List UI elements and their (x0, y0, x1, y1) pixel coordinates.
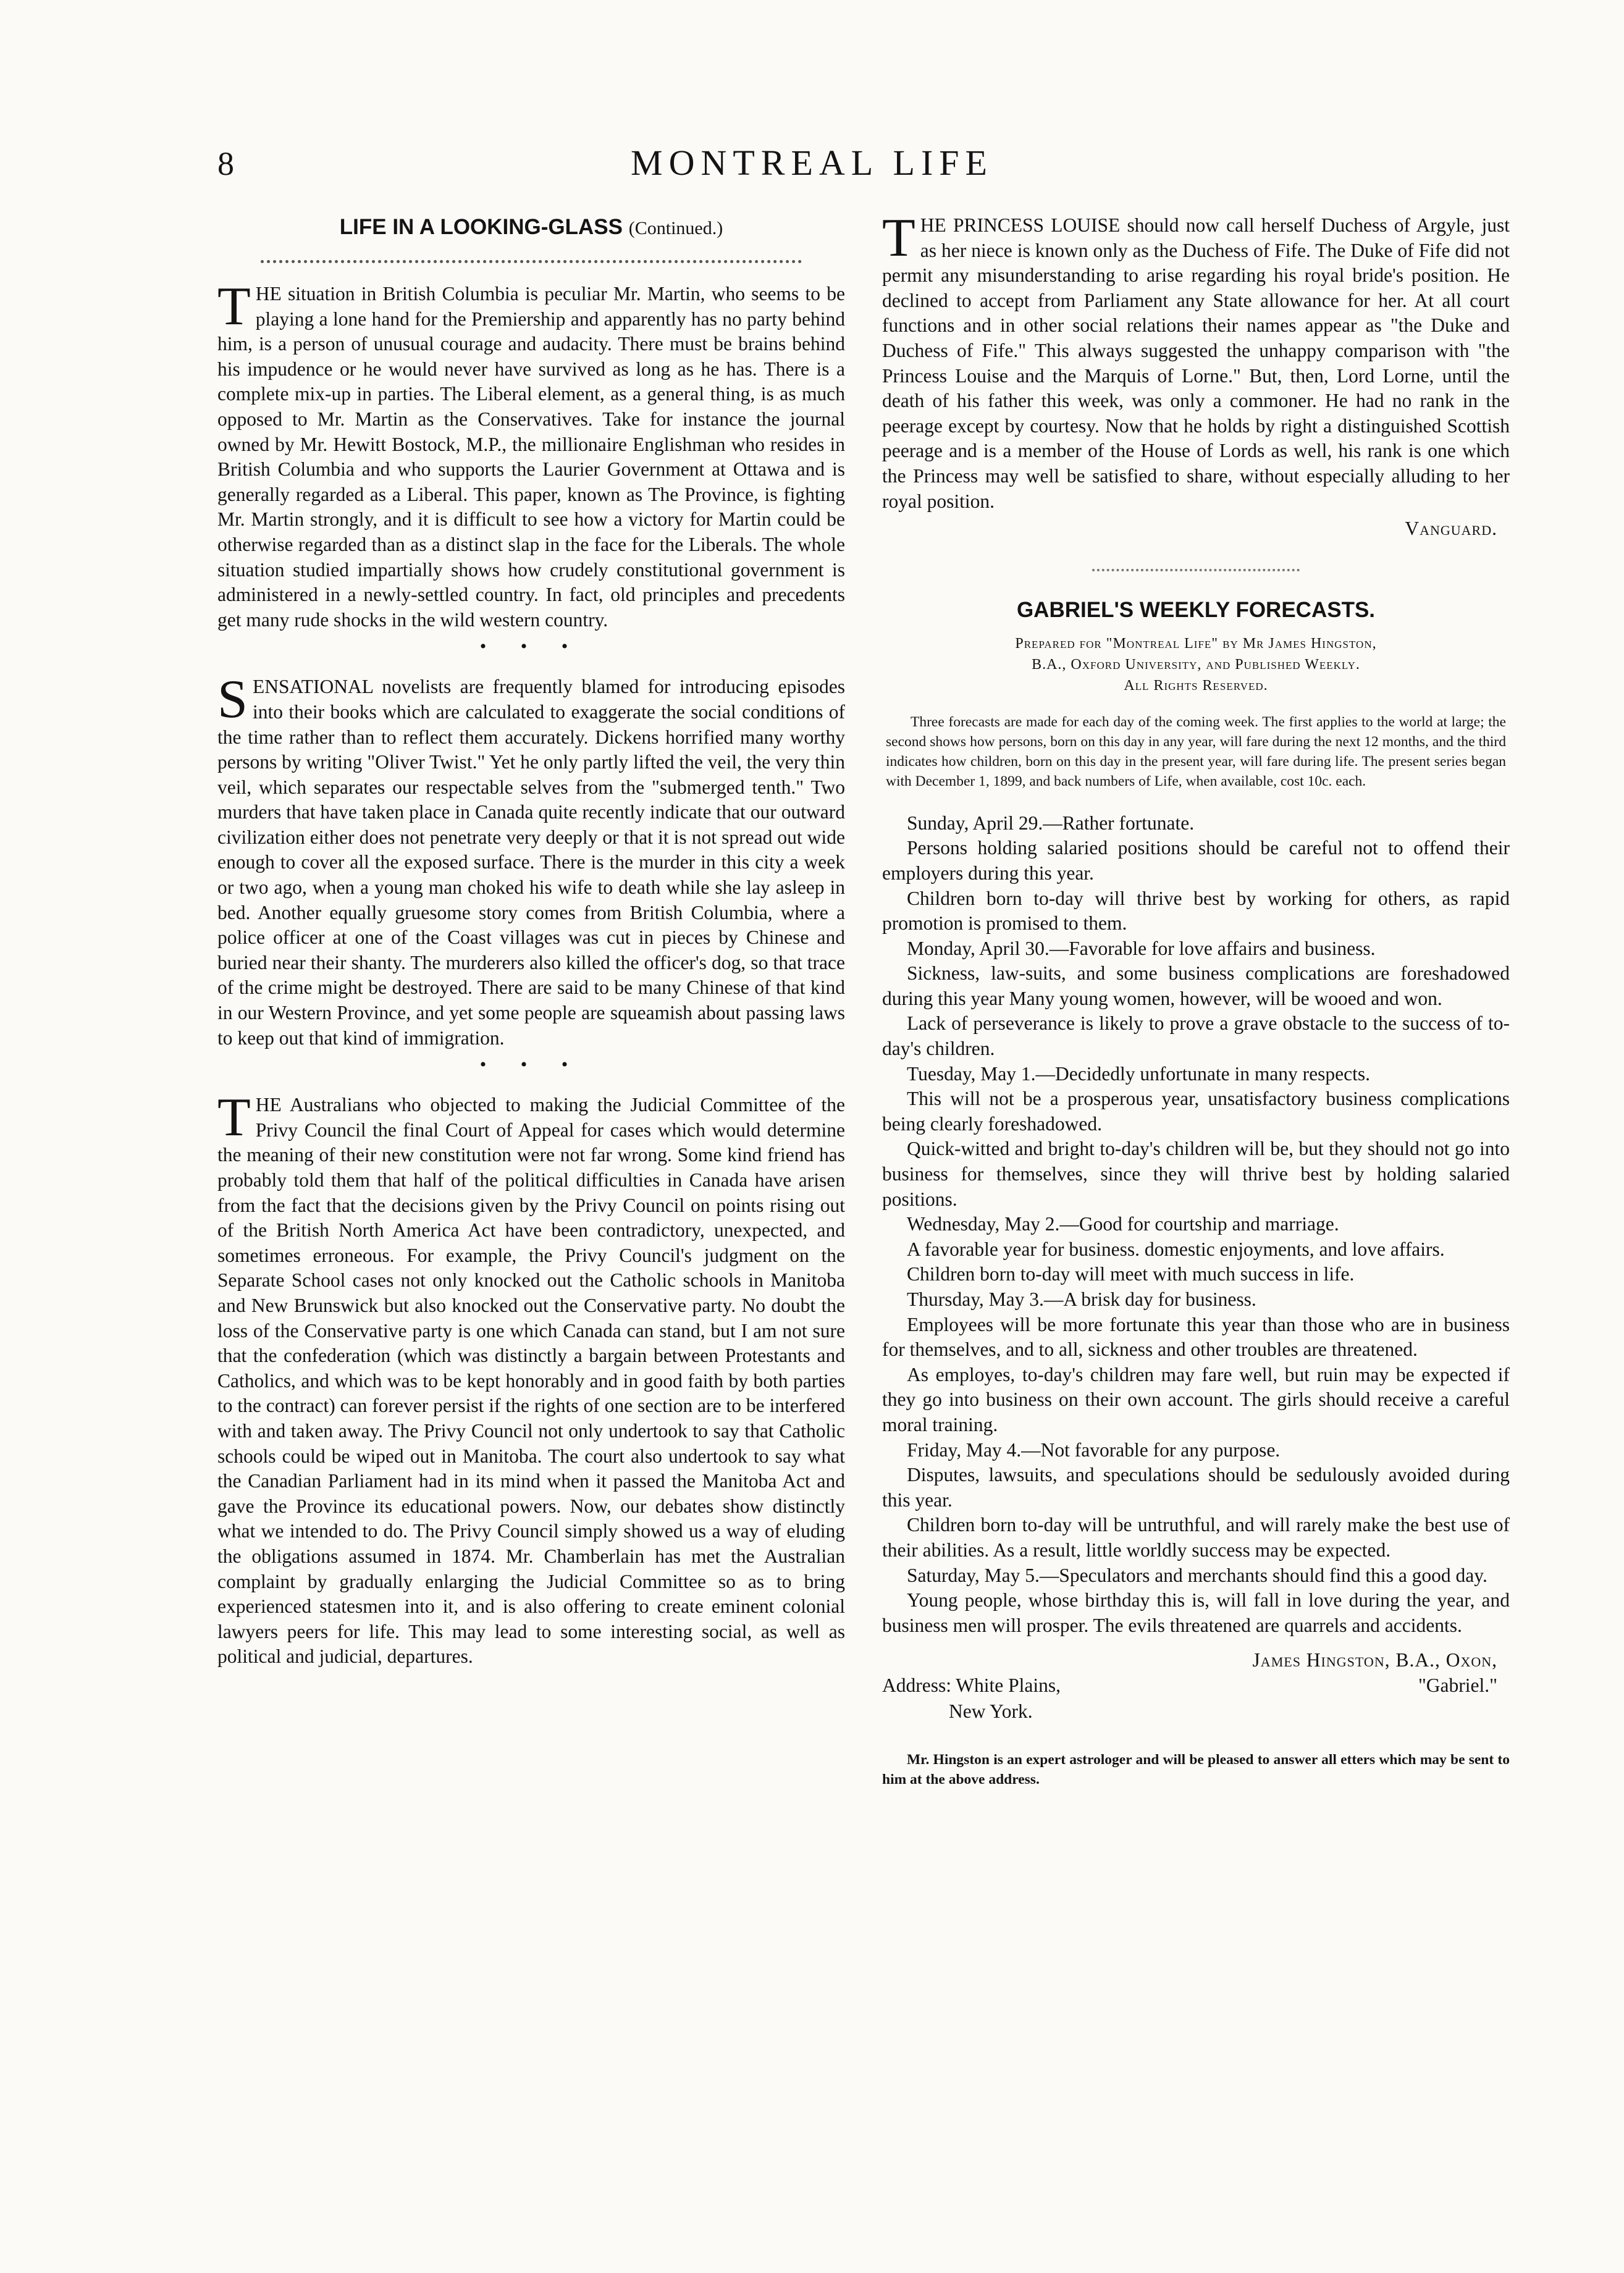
forecast-entry: Children born to-day will be untruthful, and will rarely make the best use of their abilities. As a result, little worldly success may be expected. (882, 1514, 1510, 1561)
left-column (217, 213, 845, 1670)
forecast-entry: Thursday, May 3.—A brisk day for business. (907, 1288, 1256, 1310)
drop-cap: T (882, 208, 915, 268)
forecast-entry: Young people, whose birthday this is, will fall in love during the year, and business men will prosper. The evils threatened are quarrels and accidents. (882, 1589, 1510, 1636)
forecast-entry: Children born to-day will meet with much success in life. (907, 1263, 1355, 1285)
forecast-entry: Saturday, May 5.—Speculators and merchants should find this a good day. (907, 1564, 1487, 1586)
section-title (217, 213, 845, 243)
page-header (0, 142, 1624, 191)
ornamental-rule (261, 249, 802, 263)
section-title-suffix: (Continued.) (628, 218, 723, 238)
forecasts-intro: Three forecasts are made for each day of the coming week. The first applies to the world at large; the second shows how persons, born on this day in any year, will fare during the next 12 months, and the third indicates how children, born on this day in the present year, will fare during life. The present series began with December 1, 1899, and back numbers of Life, when available, cost 10c. each. (886, 713, 1506, 789)
author-signature: James Hingston, B.A., Oxon, (1252, 1649, 1497, 1671)
article-body: ENSATIONAL novelists are frequently blamed for introducing episodes into their books which are calculated to exaggerate the social conditions of the time rather than to reflect them accurately. Dickens horrified many worthy persons by writing "Oliver Twist." Yet he only partly lifted the veil, the very thin veil, which separates our respectable selves from the "submerged tenth." Two murders that have taken place in Canada quite recently indicate that our outward civilization either does not penetrate very deeply or that it is not spread out wide enough to cover all the exposed surface. There is the murder in this city a week or two ago, when a young man choked his wife to death while she lay asleep in bed. Another equally gruesome story comes from British Columbia, where a police officer at one of the Coast villages was cut in pieces by Chinese and buried near their shanty. The murderers also killed the officer's dog, so that trace of the crime might be destroyed. There are said to be many Chinese of that kind in our Western Province, and yet some people are squeamish about passing laws to keep out that kind of immigration. (217, 676, 845, 1049)
masthead: MONTREAL LIFE (631, 143, 993, 183)
forecast-entry: Friday, May 4.—Not favorable for any purpose. (907, 1439, 1281, 1461)
article-sensational-novelists (217, 670, 845, 1051)
credit-line: Prepared for "Montreal Life" by Mr James Hingston, (1015, 635, 1377, 652)
forecast-entry: Lack of perseverance is likely to prove a grave obstacle to the success of to-day's children. (882, 1012, 1510, 1060)
forecast-entry: Sickness, law-suits, and some business complications are foreshadowed during this year Many young women, however, will be wooed and won. (882, 962, 1510, 1009)
section-separator: • • • (479, 636, 583, 657)
forecast-entry: Quick-witted and bright to-day's children will be, but they should not go into business for themselves, since they will thrive best by holding salaried positions. (882, 1138, 1510, 1210)
forecast-entry: Disputes, lawsuits, and speculations should be sedulously avoided during this year. (882, 1464, 1510, 1511)
forecasts-title: GABRIEL'S WEEKLY FORECASTS. (1016, 597, 1376, 622)
credit-line: B.A., Oxford University, and Published Weekly. (1032, 656, 1360, 673)
forecasts-section (882, 596, 1510, 1789)
drop-cap: S (217, 670, 248, 730)
forecast-entry: Children born to-day will thrive best by working for others, as rapid promotion is promised to them. (882, 887, 1510, 935)
article-princess-louise (882, 208, 1510, 542)
drop-cap: T (217, 1088, 251, 1148)
forecast-entry: Persons holding salaried positions should be careful not to offend their employers during this year. (882, 837, 1510, 884)
address-block (882, 1673, 1510, 1750)
page-number: 8 (217, 145, 234, 182)
credit-line: All Rights Reserved. (1124, 677, 1268, 694)
section-separator: • • • (479, 1054, 583, 1075)
forecast-entry: Wednesday, May 2.—Good for courtship and marriage. (907, 1213, 1339, 1235)
article-privy-council (217, 1088, 845, 1670)
address-city: New York. (949, 1700, 1033, 1722)
address-label: Address: White Plains, (882, 1674, 1061, 1696)
forecasts-footnote: Mr. Hingston is an expert astrologer and will be pleased to answer all etters which may be sent to him at the above address. (882, 1751, 1510, 1788)
drop-cap: T (217, 277, 251, 337)
article-body: HE situation in British Columbia is peculiar Mr. Martin, who seems to be playing a lone hand for the Premiership and apparently has no party behind him, is a person of unusual courage and audacity. There must be brains behind his impudence or he would never have survived as long as he has. There is a complete mix-up in parties. The Liberal element, as a general thing, is as much opposed to Mr. Martin as the Conservatives. Take for instance the journal owned by Mr. Hewitt Bostock, M.P., the millionaire Englishman who resides in British Columbia and who supports the Laurier Government at Ottawa and is generally regarded as a Liberal. This paper, known as The Province, is fighting Mr. Martin strongly, and it is difficult to see how a victory for Martin could be otherwise regarded than as a distinct slap in the face for the Liberals. The whole situation studied impartially shows how crudely constitutional government is administered in a newly-settled country. In fact, old principles and precedents get many rude shocks in the wild western country. (217, 283, 845, 631)
article-british-columbia (217, 277, 845, 632)
article-signature: Vanguard. (1405, 518, 1497, 540)
pen-name: "Gabriel." (1418, 1674, 1497, 1696)
section-separator (1092, 563, 1300, 571)
forecast-entry: As employes, to-day's children may fare well, but ruin may be expected if they go into business on their own account. The girls should receive a careful moral training. (882, 1363, 1510, 1435)
forecast-entries (882, 811, 1510, 1639)
right-column (882, 208, 1510, 1789)
forecast-entry: Sunday, April 29.—Rather fortunate. (907, 812, 1195, 834)
forecasts-credit (882, 633, 1510, 696)
forecast-entry: A favorable year for business. domestic enjoyments, and love affairs. (907, 1238, 1445, 1260)
forecast-entry: Monday, April 30.—Favorable for love affairs and business. (907, 937, 1376, 959)
article-body: HE Australians who objected to making the Judicial Committee of the Privy Council the final Court of Appeal for cases which would determine the meaning of their new constitution were not far wrong. Some kind friend has probably told them that half of the political difficulties in Canada have arisen from the fact that the decisions given by the Privy Council on points rising out of the British North America Act have been contradictory, unexpected, and sometimes erroneous. For example, the Privy Council's judgment on the Separate School cases not only knocked out the Catholic schools in Manitoba and New Brunswick but also knocked out the Conservative party. No doubt the loss of the Conservative party is one which Canada can stand, but I am not sure that the confederation (which was distinctly a bargain between Protestants and Catholics, and which was to be kept honorably and in good faith by both parties to the contract) can forever persist if the rights of one section are to be interfered with and taken away. The Privy Council not only undertook to say that Catholic schools could be wiped out in Manitoba. The court also undertook to say what the Canadian Parliament had in its mind when it passed the Manitoba Act and gave the Province its educational powers. Now, our debates show distinctly what we intended to do. The Privy Council simply showed us a way of eluding the obligations assumed in 1874. Mr. Chamberlain has met the Australian complaint by gradually enlarging the Judicial Committee so as to bring experienced statesmen into it, and is also offering to create eminent colonial lawyers peers for life. This may lead to some interesting social, as well as political and judicial, departures. (217, 1094, 845, 1668)
forecast-entry: Employees will be more fortunate this year than those who are in business for themselves, and to all, sickness and other troubles are threatened. (882, 1313, 1510, 1361)
section-title-text: LIFE IN A LOOKING-GLASS (339, 215, 623, 239)
forecast-entry: This will not be a prosperous year, unsatisfactory business complications being clearly foreshadowed. (882, 1088, 1510, 1135)
article-body: HE PRINCESS LOUISE should now call herself Duchess of Argyle, just as her niece is known only as the Duchess of Fife. The Duke of Fife did not permit any misunderstanding to arise regarding his royal bride's position. He declined to accept from Parliament any State allowance for her. At all court functions and in other social relations their names appear as "the Duke and Duchess of Fife." This always suggested the unhappy comparison with "the Princess Louise and the Marquis of Lorne." But, then, Lord Lorne, until the death of his father this week, was only a commoner. He had no rank in the peerage except by courtesy. Now that he holds by right a distinguished Scottish peerage and is a member of the House of Lords as well, his rank is one which the Princess may well be satisfied to share, without especially alluding to her royal position. (882, 214, 1510, 512)
forecast-entry: Tuesday, May 1.—Decidedly unfortunate in many respects. (907, 1062, 1371, 1085)
